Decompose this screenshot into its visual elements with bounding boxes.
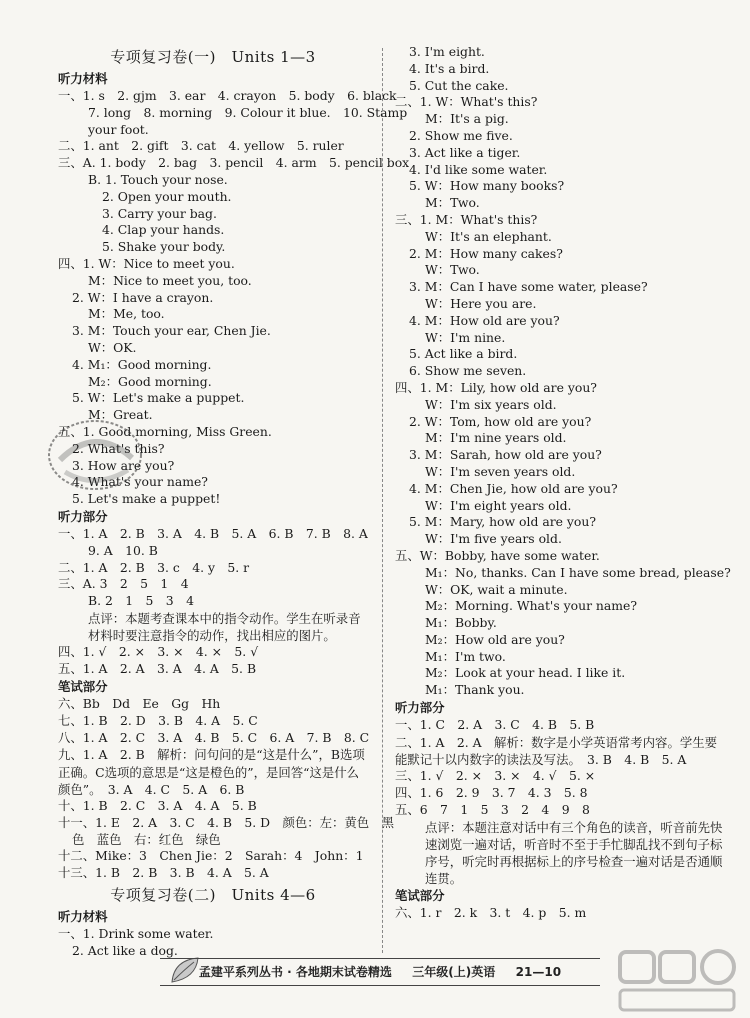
text-line: W：I'm seven years old. [425, 463, 576, 479]
footer-page-number: 21—10 [515, 965, 562, 979]
section-heading: 听力部分 [395, 700, 445, 716]
text-line: 7. long 8. morning 9. Colour it blue. 10. Stamp [88, 104, 408, 120]
text-line: 二、1. A 2. B 3. c 4. y 5. r [58, 559, 250, 575]
text-line: M₁：No, thanks. Can I have some bread, please? [425, 564, 731, 580]
text-line: M₂：How old are you? [425, 631, 565, 647]
watermark-logo-icon [612, 942, 742, 1018]
text-line: 三、1. M：What's this? [395, 211, 538, 227]
text-line: 4. M₁：Good morning. [72, 356, 212, 372]
footer-dot: · [287, 965, 292, 979]
section-heading: 听力材料 [58, 71, 108, 86]
text-line: M₁：Bobby. [425, 615, 497, 631]
text-line: 八、1. A 2. C 3. A 4. B 5. C 6. A 7. B 8. C [58, 729, 370, 745]
text-line: 三、A. 1. body 2. bag 3. pencil 4. arm 5. pencil box [58, 155, 410, 171]
text-line: your foot. [88, 121, 149, 137]
text-line: 4. M：How old are you? [409, 312, 560, 328]
text-line: 五、1. Good morning, Miss Green. [58, 423, 272, 439]
text-line: B. 1. Touch your nose. [88, 171, 228, 187]
text-line: 五、W：Bobby, have some water. [395, 547, 600, 563]
text-line: M：Nice to meet you, too. [88, 272, 252, 288]
footer-space-2 [499, 965, 511, 979]
column-divider [382, 48, 383, 953]
text-line: M₁：Thank you. [425, 682, 525, 698]
text-line: 4. Clap your hands. [102, 222, 225, 238]
section-title: 专项复习卷(一) Units 1—3 [110, 48, 316, 66]
text-line: 二、1. W：What's this? [395, 94, 538, 110]
text-line: 2. W：I have a crayon. [72, 289, 214, 305]
text-line: 3. M：Can I have some water, please? [409, 279, 648, 295]
answer-note: 点评：本题注意对话中有三个角色的读音，听音前先快速浏览一遍对话，听音时不至于手忙脚乱找不到句子标序号，听完时再根据标上的序号检查一遍对话是否通顺连贯。 [425, 819, 723, 887]
text-line: 五、6 7 1 5 3 2 4 9 8 [395, 801, 590, 817]
text-line: M：I'm nine years old. [425, 430, 567, 446]
text-line: M：Two. [425, 195, 480, 211]
text-line: 5. W：Let's make a puppet. [72, 390, 245, 406]
text-line: 二、1. ant 2. gift 3. cat 4. yellow 5. ruler [58, 138, 344, 154]
text-line: 四、1. 6 2. 9 3. 7 4. 3 5. 8 [395, 785, 588, 801]
text-line: 3. Act like a tiger. [409, 144, 521, 160]
text-line: W：I'm nine. [425, 329, 506, 345]
text-line: W：Two. [425, 262, 480, 278]
text-line: M₁：I'm two. [425, 648, 506, 664]
text-line: W：It's an elephant. [425, 228, 552, 244]
text-line: 3. I'm eight. [409, 44, 485, 59]
text-line: 一、1. s 2. gjm 3. ear 4. crayon 5. body 6. black [58, 88, 397, 103]
text-line: 2. Act like a dog. [72, 942, 178, 958]
text-line: 五、1. A 2. A 3. A 4. A 5. B [58, 661, 257, 677]
text-line: 4. It's a bird. [409, 60, 490, 76]
section-title: 专项复习卷(二) Units 4—6 [110, 885, 316, 904]
text-line: 3. How are you? [72, 457, 175, 473]
text-line: 六、Bb Dd Ee Gg Hh [58, 695, 221, 711]
left-column [58, 44, 410, 959]
text-line: M₂：Look at your head. I like it. [425, 665, 626, 681]
text-line: 4. What's your name? [72, 474, 208, 490]
text-line: 六、1. r 2. k 3. t 4. p 5. m [395, 905, 587, 921]
text-line: 2. W：Tom, how old are you? [409, 413, 592, 429]
text-line: M：Me, too. [88, 306, 165, 322]
text-line: 四、1. W：Nice to meet you. [58, 255, 235, 271]
seal-stamp-icon [40, 410, 150, 500]
text-line: 四、1. M：Lily, how old are you? [395, 379, 597, 395]
text-line: 十三、1. B 2. B 3. B 4. A 5. A [58, 865, 269, 881]
text-line: 9. A 10. B [88, 542, 158, 558]
text-line: 色 蓝色 右：红色 绿色 [72, 831, 221, 847]
section-heading: 听力材料 [58, 908, 108, 924]
text-line: 2. Open your mouth. [102, 188, 232, 204]
text-line: 5. Act like a bird. [409, 346, 518, 362]
text-line: W：I'm five years old. [425, 531, 562, 547]
footer-book: 各地期末试卷精选 [295, 965, 392, 979]
text-line: 5. M：Mary, how old are you? [409, 514, 597, 530]
text-line: M：It's a pig. [425, 111, 509, 127]
text-line: 十二、Mike：3 Chen Jie：2 Sarah：4 John：1 [58, 848, 364, 864]
text-line: 2. Show me five. [409, 127, 513, 143]
text-line: W：I'm eight years old. [425, 497, 572, 513]
section-heading: 听力部分 [58, 508, 108, 524]
footer-space [396, 965, 408, 979]
text-line: 2. What's this? [72, 440, 165, 456]
footer-series: 孟建平系列丛书 [198, 965, 283, 979]
text-line: 四、1. √ 2. × 3. × 4. × 5. √ [58, 644, 259, 660]
text-line: 5. Let's make a puppet! [72, 491, 221, 507]
section-heading: 笔试部分 [395, 888, 445, 904]
text-line: 三、1. √ 2. × 3. × 4. √ 5. × [395, 768, 596, 784]
text-line: 七、1. B 2. D 3. B 4. A 5. C [58, 712, 258, 728]
text-line: 5. Cut the cake. [409, 77, 509, 93]
text-line: 3. M：Sarah, how old are you? [409, 447, 602, 463]
text-line: B. 2 1 5 3 4 [88, 593, 194, 609]
text-line: W：I'm six years old. [425, 396, 557, 412]
text-line: W：Here you are. [425, 295, 537, 311]
text-line: W：OK, wait a minute. [425, 581, 568, 597]
text-line: 5. W：How many books? [409, 178, 565, 194]
text-line: M₂：Morning. What's your name? [425, 598, 638, 614]
text-line: 三、A. 3 2 5 1 4 [58, 576, 189, 592]
answer-note: 九、1. A 2. B 解析：问句问的是“这是什么”，B选项正确。C选项的意思是“这是橙色的”，是回答“这是什么颜色”。 3. A 4. C 5. A 6. B [58, 747, 365, 797]
text-line: M：Great. [88, 407, 153, 423]
text-line: 5. Shake your body. [102, 239, 226, 255]
text-line: 3. Carry your bag. [102, 205, 217, 221]
text-line: 一、1. C 2. A 3. C 4. B 5. B [395, 717, 595, 733]
text-line: 2. M：How many cakes? [409, 245, 563, 261]
footer-grade: 三年级(上)英语 [412, 965, 496, 979]
text-line: 4. M：Chen Jie, how old are you? [409, 480, 618, 496]
text-line: 4. I'd like some water. [409, 161, 548, 177]
answer-note: 二、1. A 2. A 解析：数字是小学英语常考内容。学生要能默记十以内数字的读法及写法。 3. B 4. B 5. A [395, 734, 718, 768]
text-line: M₂：Good morning. [88, 373, 212, 389]
right-column [395, 44, 731, 922]
text-line: 一、1. A 2. B 3. A 4. B 5. A 6. B 7. B 8. A [58, 525, 368, 541]
text-line: 十、1. B 2. C 3. A 4. A 5. B [58, 797, 257, 813]
section-heading: 笔试部分 [58, 678, 108, 694]
page-footer [160, 958, 600, 986]
text-line: 6. Show me seven. [409, 363, 527, 379]
text-line: 3. M：Touch your ear, Chen Jie. [72, 323, 271, 339]
text-line: 一、1. Drink some water. [58, 925, 214, 941]
answer-note: 点评：本题考查课本中的指令动作。学生在听录音材料时要注意指令的动作，找出相应的图片。 [88, 610, 361, 644]
text-line: 十一、1. E 2. A 3. C 4. B 5. D 颜色：左：黄色 黑 [58, 814, 394, 830]
text-line: W：OK. [88, 339, 137, 355]
